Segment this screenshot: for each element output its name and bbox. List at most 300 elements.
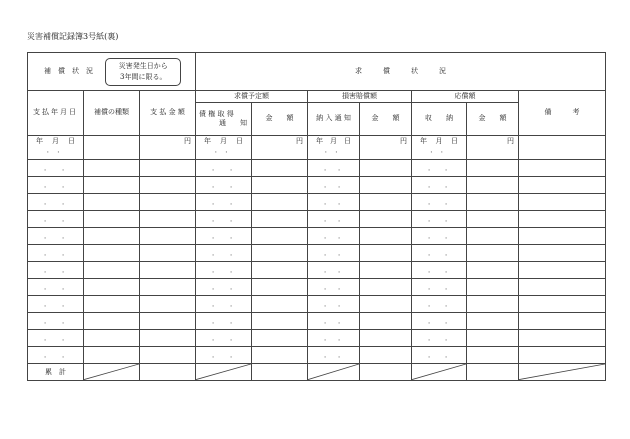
row-marker: ． <box>44 163 51 172</box>
entry-date-cell <box>308 313 360 330</box>
first-row-ymd <box>28 137 83 146</box>
entry-cell <box>140 194 196 211</box>
entry-date-cell-dots <box>28 334 83 343</box>
entry-cell <box>84 279 140 296</box>
total-crossed-cell <box>412 364 467 381</box>
entry-cell <box>252 279 308 296</box>
entry-date-cell <box>412 211 467 228</box>
entry-cell <box>467 160 519 177</box>
row-marker: ． <box>230 350 238 359</box>
planned-ymd <box>196 137 251 146</box>
entry-cell <box>84 160 140 177</box>
entry-date-cell-dots <box>28 266 83 275</box>
row-marker: ． <box>428 231 436 240</box>
planned-day-label: 日 <box>236 136 244 145</box>
entry-cell <box>519 245 606 262</box>
diagonal-line <box>308 364 359 380</box>
entry-date-cell-dots <box>308 232 359 241</box>
planned-notice-line1: 債 権 取 得 <box>199 109 234 118</box>
entry-cell <box>360 262 412 279</box>
entry-date-cell <box>412 194 467 211</box>
row-marker: ． <box>445 163 453 172</box>
claim-status-header: 求 償 状 況 <box>196 53 606 91</box>
entry-date-cell <box>28 228 84 245</box>
entry-cell <box>252 211 308 228</box>
entry-date-cell-dots <box>412 317 466 326</box>
entry-date-cell-dots <box>196 249 251 258</box>
diagonal-line <box>519 364 605 380</box>
entry-cell <box>84 211 140 228</box>
row-marker: ． <box>230 248 238 257</box>
entry-date-cell <box>308 296 360 313</box>
entry-cell <box>140 313 196 330</box>
row-marker: ． <box>445 350 453 359</box>
entry-cell <box>360 296 412 313</box>
entry-date-cell <box>412 262 467 279</box>
entry-date-cell <box>412 177 467 194</box>
total-crossed-cell <box>308 364 360 381</box>
planned-month-label: 月 <box>220 136 228 145</box>
entry-date-cell <box>412 245 467 262</box>
entry-date-cell <box>412 313 467 330</box>
entry-date-cell-dots <box>28 198 83 207</box>
entry-cell <box>360 245 412 262</box>
entry-cell <box>252 262 308 279</box>
entry-cell <box>360 279 412 296</box>
damages-month-label: 月 <box>330 136 338 145</box>
entry-date-cell-dots <box>412 334 466 343</box>
entry-date-cell-dots <box>28 181 83 190</box>
entry-cell <box>140 347 196 364</box>
row-marker: ． <box>428 316 436 325</box>
entry-cell <box>140 211 196 228</box>
response-date-dots: ． ． <box>430 145 448 154</box>
entry-date-cell <box>308 194 360 211</box>
entry-date-cell <box>28 330 84 347</box>
row-marker: ． <box>428 333 436 342</box>
entry-cell <box>140 330 196 347</box>
entry-date-cell <box>308 228 360 245</box>
entry-date-cell <box>196 228 252 245</box>
row-marker: ． <box>212 333 220 342</box>
entry-date-cell <box>28 262 84 279</box>
entry-cell <box>519 228 606 245</box>
first-entry-row <box>28 135 606 160</box>
entry-cell <box>519 177 606 194</box>
row-marker: ． <box>338 299 346 308</box>
entry-date-cell <box>308 211 360 228</box>
entry-date-cell <box>412 330 467 347</box>
damages-group-header: 損害賠償額 <box>308 91 412 102</box>
entry-date-cell-dots <box>28 317 83 326</box>
row-marker: ． <box>44 316 51 325</box>
row-marker: ． <box>230 231 238 240</box>
row-marker: ． <box>428 248 436 257</box>
first-row-damages-yen: 円 <box>360 135 412 160</box>
response-year-label: 年 <box>420 136 428 145</box>
entry-cell <box>140 228 196 245</box>
row-marker: ． <box>324 231 332 240</box>
row-marker: ． <box>338 248 346 257</box>
row-marker: ． <box>428 163 436 172</box>
response-group-header: 応償額 <box>412 91 519 102</box>
entry-date-cell-dots <box>308 249 359 258</box>
row-marker: ． <box>212 316 220 325</box>
diagonal-strike <box>196 364 251 380</box>
entry-cell <box>360 194 412 211</box>
entry-cell <box>360 160 412 177</box>
row-marker: ． <box>445 180 453 189</box>
entry-date-cell <box>308 330 360 347</box>
row-marker: ． <box>212 197 220 206</box>
group-header-row <box>28 91 606 102</box>
entry-cell <box>519 279 606 296</box>
row-marker: ． <box>212 231 220 240</box>
diagonal-line <box>84 364 139 380</box>
entry-date-cell-dots <box>308 164 359 173</box>
total-crossed-cell <box>519 364 606 381</box>
entry-date-cell-dots <box>196 283 251 292</box>
damages-year-label: 年 <box>316 136 324 145</box>
ledger-entry-row <box>28 160 606 177</box>
entry-date-cell-dots <box>196 232 251 241</box>
row-marker: ． <box>62 214 69 223</box>
response-ymd <box>412 137 466 146</box>
first-row-planned-yen: 円 <box>252 135 308 160</box>
row-marker: ． <box>338 265 346 274</box>
entry-cell <box>252 296 308 313</box>
row-marker: ． <box>338 282 346 291</box>
entry-date-cell <box>196 296 252 313</box>
diagonal-strike <box>308 364 359 380</box>
entry-cell <box>360 313 412 330</box>
row-marker: ． <box>445 333 453 342</box>
row-marker: ． <box>62 248 69 257</box>
first-row-type-cell <box>84 135 140 160</box>
damages-date-dots: ． ． <box>324 145 343 154</box>
entry-date-cell-dots <box>308 198 359 207</box>
row-marker: ． <box>44 231 51 240</box>
entry-cell <box>519 296 606 313</box>
compensation-status-header <box>28 53 196 91</box>
entry-date-cell <box>196 160 252 177</box>
entry-cell <box>467 296 519 313</box>
entry-date-cell-dots <box>412 164 466 173</box>
entry-date-cell-dots <box>196 334 251 343</box>
form-title: 災害補償記録簿3号紙(裏) <box>27 32 119 41</box>
row-marker: ． <box>62 265 69 274</box>
diagonal-strike <box>84 364 139 380</box>
entry-date-cell-dots <box>28 164 83 173</box>
first-row-response-date-cell <box>412 135 467 160</box>
entry-cell <box>252 194 308 211</box>
entry-date-cell-dots <box>308 215 359 224</box>
ledger-entry-row <box>28 177 606 194</box>
entry-cell <box>467 279 519 296</box>
payment-date-header: 支払年月日 <box>28 91 84 135</box>
entry-cell <box>467 330 519 347</box>
entry-date-cell <box>412 228 467 245</box>
entry-date-cell-dots <box>28 215 83 224</box>
row-marker: ． <box>212 163 220 172</box>
row-marker: ． <box>230 180 238 189</box>
row-marker: ． <box>230 316 238 325</box>
entry-cell <box>360 177 412 194</box>
entry-date-cell <box>308 262 360 279</box>
row-marker: ． <box>324 299 332 308</box>
entry-date-cell <box>412 347 467 364</box>
entry-cell <box>84 245 140 262</box>
row-marker: ． <box>44 282 51 291</box>
entry-cell <box>252 347 308 364</box>
entry-date-cell <box>196 279 252 296</box>
entry-date-cell-dots <box>196 215 251 224</box>
entry-date-cell <box>308 279 360 296</box>
first-row-date-cell <box>28 135 84 160</box>
planned-year-label: 年 <box>204 136 212 145</box>
row-marker: ． <box>445 282 453 291</box>
entry-date-cell-dots <box>308 317 359 326</box>
compensation-status-label: 補 償 状 況 <box>44 67 93 76</box>
first-row-planned-date-cell <box>196 135 252 160</box>
row-marker: ． <box>324 316 332 325</box>
entry-date-cell <box>308 245 360 262</box>
entry-cell <box>84 262 140 279</box>
entry-date-cell-dots <box>196 266 251 275</box>
row-marker: ． <box>338 163 346 172</box>
row-marker: ． <box>445 214 453 223</box>
entry-date-cell <box>28 296 84 313</box>
entry-date-cell-dots <box>196 198 251 207</box>
entry-date-cell <box>28 245 84 262</box>
entry-cell <box>84 228 140 245</box>
damages-day-label: 日 <box>344 136 352 145</box>
row-marker: ． <box>324 197 332 206</box>
row-marker: ． <box>62 316 69 325</box>
row-marker: ． <box>445 299 453 308</box>
entry-date-cell <box>196 194 252 211</box>
entry-date-cell <box>412 160 467 177</box>
entry-date-cell <box>196 211 252 228</box>
diagonal-strike <box>412 364 466 380</box>
first-row-response-yen: 円 <box>467 135 519 160</box>
period-note-line2: 3年間に限る。 <box>120 72 167 81</box>
planned-date-dots: ． ． <box>214 145 233 154</box>
row-marker: ． <box>230 265 238 274</box>
entry-cell <box>140 245 196 262</box>
entry-date-cell <box>196 313 252 330</box>
entry-date-cell-dots <box>308 266 359 275</box>
row-marker: ． <box>230 214 238 223</box>
row-marker: ． <box>62 350 69 359</box>
entry-date-cell <box>196 177 252 194</box>
entry-date-cell <box>28 194 84 211</box>
row-marker: ． <box>338 214 346 223</box>
status-header-row <box>28 53 606 91</box>
entry-date-cell-dots <box>308 351 359 360</box>
entry-cell <box>84 177 140 194</box>
entry-date-cell-dots <box>308 283 359 292</box>
entry-cell <box>140 296 196 313</box>
total-crossed-cell <box>84 364 140 381</box>
entry-date-cell <box>196 330 252 347</box>
entry-cell <box>252 313 308 330</box>
entry-date-cell <box>28 211 84 228</box>
entry-cell <box>467 211 519 228</box>
entry-date-cell-dots <box>412 300 466 309</box>
entry-cell <box>252 330 308 347</box>
row-marker: ． <box>428 299 436 308</box>
entry-date-cell <box>412 279 467 296</box>
row-marker: ． <box>338 197 346 206</box>
month-label: 月 <box>52 136 59 145</box>
row-marker: ． <box>445 316 453 325</box>
row-marker: ． <box>445 231 453 240</box>
row-marker: ． <box>230 163 238 172</box>
row-marker: ． <box>212 248 220 257</box>
planned-notice-line2: 通 知 <box>219 118 248 127</box>
row-marker: ． <box>338 333 346 342</box>
entry-cell <box>467 177 519 194</box>
diagonal-line <box>412 364 466 380</box>
entry-date-cell-dots <box>196 317 251 326</box>
entry-date-cell-dots <box>196 164 251 173</box>
entry-date-cell-dots <box>412 283 466 292</box>
day-label: 日 <box>68 136 75 145</box>
entry-date-cell-dots <box>412 266 466 275</box>
row-marker: ． <box>230 299 238 308</box>
row-marker: ． <box>44 333 51 342</box>
row-marker: ． <box>44 197 51 206</box>
year-label: 年 <box>36 136 43 145</box>
entry-date-cell-dots <box>28 283 83 292</box>
row-marker: ． <box>324 214 332 223</box>
ledger-entry-row <box>28 228 606 245</box>
diagonal-line <box>196 364 251 380</box>
first-row-damages-date-cell <box>308 135 360 160</box>
period-note-line1: 災害発生日から <box>118 61 168 70</box>
entry-date-cell-dots <box>308 300 359 309</box>
row-marker: ． <box>212 299 220 308</box>
compensation-ledger-table <box>27 52 606 381</box>
entry-date-cell <box>308 347 360 364</box>
entry-cell <box>519 313 606 330</box>
row-marker: ． <box>445 248 453 257</box>
entry-cell <box>519 330 606 347</box>
entry-cell <box>84 194 140 211</box>
entry-cell <box>252 228 308 245</box>
payment-amount-header: 支 払 金 額 <box>140 91 196 135</box>
row-marker: ． <box>338 316 346 325</box>
row-marker: ． <box>62 282 69 291</box>
entry-cell <box>140 262 196 279</box>
entry-date-cell <box>412 296 467 313</box>
damages-ymd <box>308 137 359 146</box>
entry-date-cell <box>308 160 360 177</box>
row-marker: ． <box>212 180 220 189</box>
entry-cell <box>252 160 308 177</box>
entry-date-cell-dots <box>412 198 466 207</box>
entry-date-cell <box>28 313 84 330</box>
row-marker: ． <box>62 180 69 189</box>
period-note <box>105 58 181 86</box>
entry-date-cell-dots <box>28 300 83 309</box>
row-marker: ． <box>62 299 69 308</box>
entry-cell <box>360 330 412 347</box>
entry-date-cell <box>308 177 360 194</box>
row-marker: ． <box>428 282 436 291</box>
total-cell <box>360 364 412 381</box>
entry-date-cell-dots <box>412 249 466 258</box>
entry-cell <box>467 262 519 279</box>
row-marker: ． <box>324 265 332 274</box>
entry-cell <box>519 211 606 228</box>
row-marker: ． <box>428 350 436 359</box>
entry-cell <box>140 279 196 296</box>
ledger-entry-row <box>28 296 606 313</box>
row-marker: ． <box>324 163 332 172</box>
first-row-remarks-cell <box>519 135 606 160</box>
compensation-type-header: 補償の種類 <box>84 91 140 135</box>
row-marker: ． <box>445 197 453 206</box>
row-marker: ． <box>428 197 436 206</box>
entry-cell <box>140 177 196 194</box>
row-marker: ． <box>44 299 51 308</box>
entry-date-cell-dots <box>28 249 83 258</box>
entry-date-cell-dots <box>308 181 359 190</box>
total-cell <box>467 364 519 381</box>
total-crossed-cell <box>196 364 252 381</box>
row-marker: ． <box>428 265 436 274</box>
ledger-entry-row <box>28 279 606 296</box>
planned-claim-group-header: 求償予定額 <box>196 91 308 102</box>
response-month-label: 月 <box>435 136 443 145</box>
entry-cell <box>467 194 519 211</box>
entry-date-cell <box>196 347 252 364</box>
entry-date-cell-dots <box>28 232 83 241</box>
total-cell <box>140 364 196 381</box>
damages-notice-header: 納 入 通 知 <box>308 102 360 135</box>
ledger-entry-row <box>28 313 606 330</box>
entry-date-cell-dots <box>196 300 251 309</box>
row-marker: ． <box>62 163 69 172</box>
row-marker: ． <box>445 265 453 274</box>
row-marker: ． <box>230 197 238 206</box>
ledger-entry-row <box>28 330 606 347</box>
row-marker: ． <box>212 214 220 223</box>
row-marker: ． <box>62 333 69 342</box>
row-marker: ． <box>230 333 238 342</box>
entry-date-cell-dots <box>28 351 83 360</box>
ledger-entry-row <box>28 194 606 211</box>
row-marker: ． <box>324 333 332 342</box>
entry-cell <box>84 313 140 330</box>
row-marker: ． <box>428 214 436 223</box>
entry-date-cell-dots <box>412 351 466 360</box>
entry-cell <box>519 194 606 211</box>
ledger-entry-row <box>28 245 606 262</box>
entry-date-cell <box>28 347 84 364</box>
entry-date-cell <box>196 245 252 262</box>
entry-cell <box>467 347 519 364</box>
total-row <box>28 364 606 381</box>
first-row-payment-yen: 円 <box>140 135 196 160</box>
response-amount-header: 金 額 <box>467 102 519 135</box>
planned-notice-header <box>196 102 252 135</box>
entry-date-cell-dots <box>308 334 359 343</box>
response-receipt-header: 収 納 <box>412 102 467 135</box>
row-marker: ． <box>44 350 51 359</box>
